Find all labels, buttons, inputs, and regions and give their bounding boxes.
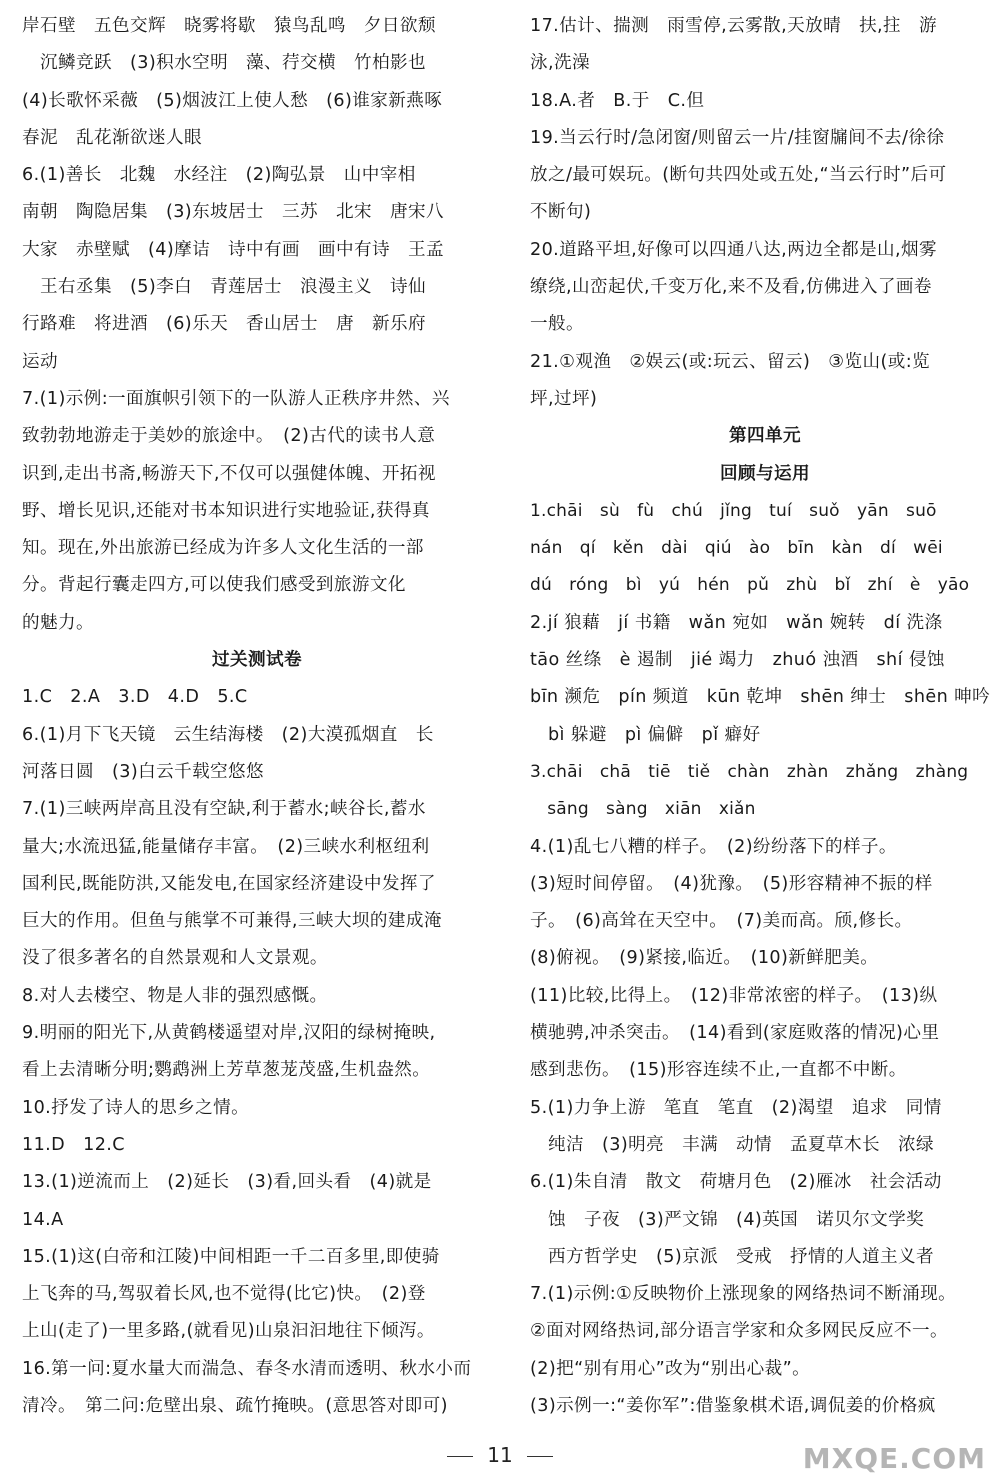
answer-line: 河落日圆 (3)白云千载空悠悠 <box>22 761 265 782</box>
answer-line: 国利民,既能防洪,又能发电,在国家经济建设中发挥了 <box>22 873 436 894</box>
answer-line: 19.当云行时/急闭窗/则留云一片/挂窗牖间不去/徐徐 <box>530 127 945 148</box>
answer-line: 3.chāi chā tiē tiě chàn zhàn zhǎng zhàng <box>530 761 969 782</box>
answer-line: sāng sàng xiān xiǎn <box>530 799 756 820</box>
answer-line: 2.jí 狼藉 jí 书籍 wǎn 宛如 wǎn 婉转 dí 洗涤 <box>530 612 943 633</box>
answer-line: 横驰骋,冲杀突击。 (14)看到(家庭败落的情况)心里 <box>530 1023 940 1044</box>
answer-line: (3)短时间停留。 (4)犹豫。 (5)形容精神不振的样 <box>530 873 933 894</box>
answer-line: 17.估计、揣测 雨雪停,云雾散,天放晴 扶,拄 游 <box>530 16 938 36</box>
answer-line: 7.(1)示例:①反映物价上涨现象的网络热词不断涌现。 <box>530 1284 957 1305</box>
answer-line: 的魅力。 <box>22 612 94 633</box>
answer-line: 大家 赤壁赋 (4)摩诘 诗中有画 画中有诗 王孟 <box>22 239 444 260</box>
section-heading: 过关测试卷 <box>212 650 302 671</box>
answer-line: dú róng bì yú hén pǔ zhù bǐ zhí è yāo <box>530 575 970 596</box>
answer-line: 巨大的作用。但鱼与熊掌不可兼得,三峡大坝的建成淹 <box>22 911 442 932</box>
answer-line: 1.chāi sù fù chú jǐng tuí suǒ yān suō <box>530 500 937 521</box>
answer-line: 9.明丽的阳光下,从黄鹤楼遥望对岸,汉阳的绿树掩映, <box>22 1023 436 1044</box>
answer-line: 西方哲学史 (5)京派 受戒 抒情的人道主义者 <box>530 1246 934 1267</box>
answer-line: (2)把“别有用心”改为“别出心裁”。 <box>530 1358 811 1379</box>
answer-line: (11)比较,比得上。 (12)非常浓密的样子。 (13)纵 <box>530 985 938 1006</box>
answer-line: 致勃勃地游走于美妙的旅途中。 (2)古代的读书人意 <box>22 426 436 447</box>
answer-line: bì 躲避 pì 偏僻 pǐ 癖好 <box>530 724 761 745</box>
answer-line: 1.C 2.A 3.D 4.D 5.C <box>22 687 248 708</box>
answer-line: 识到,走出书斋,畅游天下,不仅可以强健体魄、开拓视 <box>22 463 436 484</box>
answer-line: 7.(1)示例:一面旗帜引领下的一队游人正秩序井然、兴 <box>22 388 450 409</box>
answer-line: 清冷。 第二问:危壁出泉、疏竹掩映。(意思答对即可) <box>22 1395 448 1416</box>
answer-line: 看上去清晰分明;鹦鹉洲上芳草葱茏茂盛,生机盎然。 <box>22 1060 431 1081</box>
answer-line: 纯洁 (3)明亮 丰满 动情 孟夏草木长 浓绿 <box>530 1134 934 1155</box>
answer-line: 岸石壁 五色交辉 晓雾将歇 猿鸟乱鸣 夕日欲颓 <box>22 16 436 36</box>
answer-line: 春泥 乱花渐欲迷人眼 <box>22 127 202 148</box>
right-column <box>530 8 1000 1425</box>
answer-line: 上山(走了)一里多路,(就看见)山泉汩汩地往下倾泻。 <box>22 1321 435 1342</box>
section-heading: 回顾与运用 <box>720 463 810 484</box>
answer-line: 没了很多著名的自然景观和人文景观。 <box>22 948 328 969</box>
answer-line: 感到悲伤。 (15)形容连续不止,一直都不中断。 <box>530 1060 907 1081</box>
answer-line: 蚀 子夜 (3)严文锦 (4)英国 诺贝尔文学奖 <box>530 1209 925 1230</box>
answer-line: 8.对人去楼空、物是人非的强烈感慨。 <box>22 985 328 1006</box>
section-heading: 第四单元 <box>729 426 801 447</box>
answer-line: 6.(1)月下飞天镜 云生结海楼 (2)大漠孤烟直 长 <box>22 724 434 745</box>
answer-line: (4)长歌怀采薇 (5)烟波江上使人愁 (6)谁家新燕啄 <box>22 90 443 111</box>
answer-line: 7.(1)三峡两岸高且没有空缺,利于蓄水;峡谷长,蓄水 <box>22 799 426 820</box>
page-number: 11 <box>487 1443 513 1467</box>
answer-line: tāo 丝绦 è 遏制 jié 竭力 zhuó 浊酒 shí 侵蚀 <box>530 650 945 671</box>
answer-line: 4.(1)乱七八糟的样子。 (2)纷纷落下的样子。 <box>530 836 897 857</box>
answer-line: 20.道路平坦,好像可以四通八达,两边全都是山,烟雾 <box>530 239 938 260</box>
answer-line: 分。背起行囊走四方,可以使我们感受到旅游文化 <box>22 575 406 596</box>
answer-line: 坪,过坪) <box>530 388 598 409</box>
answer-line: 不断句) <box>530 202 592 223</box>
answer-line: 南朝 陶隐居集 (3)东坡居士 三苏 北宋 唐宋八 <box>22 202 444 223</box>
answer-line: 量大;水流迅猛,能量储存丰富。 (2)三峡水利枢纽利 <box>22 836 430 857</box>
answer-line: 6.(1)朱自清 散文 荷塘月色 (2)雁冰 社会活动 <box>530 1172 942 1193</box>
answer-line: 11.D 12.C <box>22 1134 125 1155</box>
answer-line: 运动 <box>22 351 58 372</box>
answer-line: 16.第一问:夏水量大而湍急、春冬水清而透明、秋水小而 <box>22 1358 472 1379</box>
left-column <box>22 8 492 1425</box>
answer-line: 一般。 <box>530 314 584 335</box>
answer-line: 5.(1)力争上游 笔直 笔直 (2)渴望 追求 同情 <box>530 1097 942 1118</box>
answer-line: 野、增长见识,还能对书本知识进行实地验证,获得真 <box>22 500 430 521</box>
footer-dash-left <box>447 1456 473 1457</box>
answer-line: 沉鳞竞跃 (3)积水空明 藻、荇交横 竹柏影也 <box>22 53 426 74</box>
answer-line: 知。现在,外出旅游已经成为许多人文化生活的一部 <box>22 538 424 559</box>
footer-dash-right <box>527 1456 553 1457</box>
answer-line: 15.(1)这(白帝和江陵)中间相距一千二百多里,即使骑 <box>22 1246 440 1267</box>
answer-line: 6.(1)善长 北魏 水经注 (2)陶弘景 山中宰相 <box>22 165 416 186</box>
answer-line: ②面对网络热词,部分语言学家和众多网民反应不一。 <box>530 1321 949 1342</box>
answer-line: 13.(1)逆流而上 (2)延长 (3)看,回头看 (4)就是 <box>22 1172 432 1193</box>
answer-line: 王右丞集 (5)李白 青莲居士 浪漫主义 诗仙 <box>22 277 426 298</box>
answer-line: bīn 濒危 pín 频道 kūn 乾坤 shēn 绅士 shēn 呻吟 <box>530 687 991 708</box>
watermark: MXQE.COM <box>802 1442 986 1475</box>
answer-line: 10.抒发了诗人的思乡之情。 <box>22 1097 250 1118</box>
answer-line: nán qí kěn dài qiú ào bīn kàn dí wēi <box>530 538 943 559</box>
answer-line: 18.A.者 B.于 C.但 <box>530 90 705 111</box>
answer-line: 缭绕,山峦起伏,千变万化,来不及看,仿佛进入了画卷 <box>530 277 932 298</box>
answer-line: (3)示例一:“姜你军”:借鉴象棋术语,调侃姜的价格疯 <box>530 1395 936 1416</box>
answer-line: 14.A <box>22 1209 64 1230</box>
answer-line: (8)俯视。 (9)紧接,临近。 (10)新鲜肥美。 <box>530 948 879 969</box>
answer-line: 子。 (6)高耸在天空中。 (7)美而高。颀,修长。 <box>530 911 913 932</box>
answer-line: 泳,洗澡 <box>530 53 590 74</box>
answer-line: 行路难 将进酒 (6)乐天 香山居士 唐 新乐府 <box>22 314 426 335</box>
answer-line: 21.①观渔 ②娱云(或:玩云、留云) ③览山(或:览 <box>530 351 931 372</box>
answer-line: 放之/最可娱玩。(断句共四处或五处,“当云行时”后可 <box>530 165 947 186</box>
answer-line: 上飞奔的马,驾驭着长风,也不觉得(比它)快。 (2)登 <box>22 1284 426 1305</box>
